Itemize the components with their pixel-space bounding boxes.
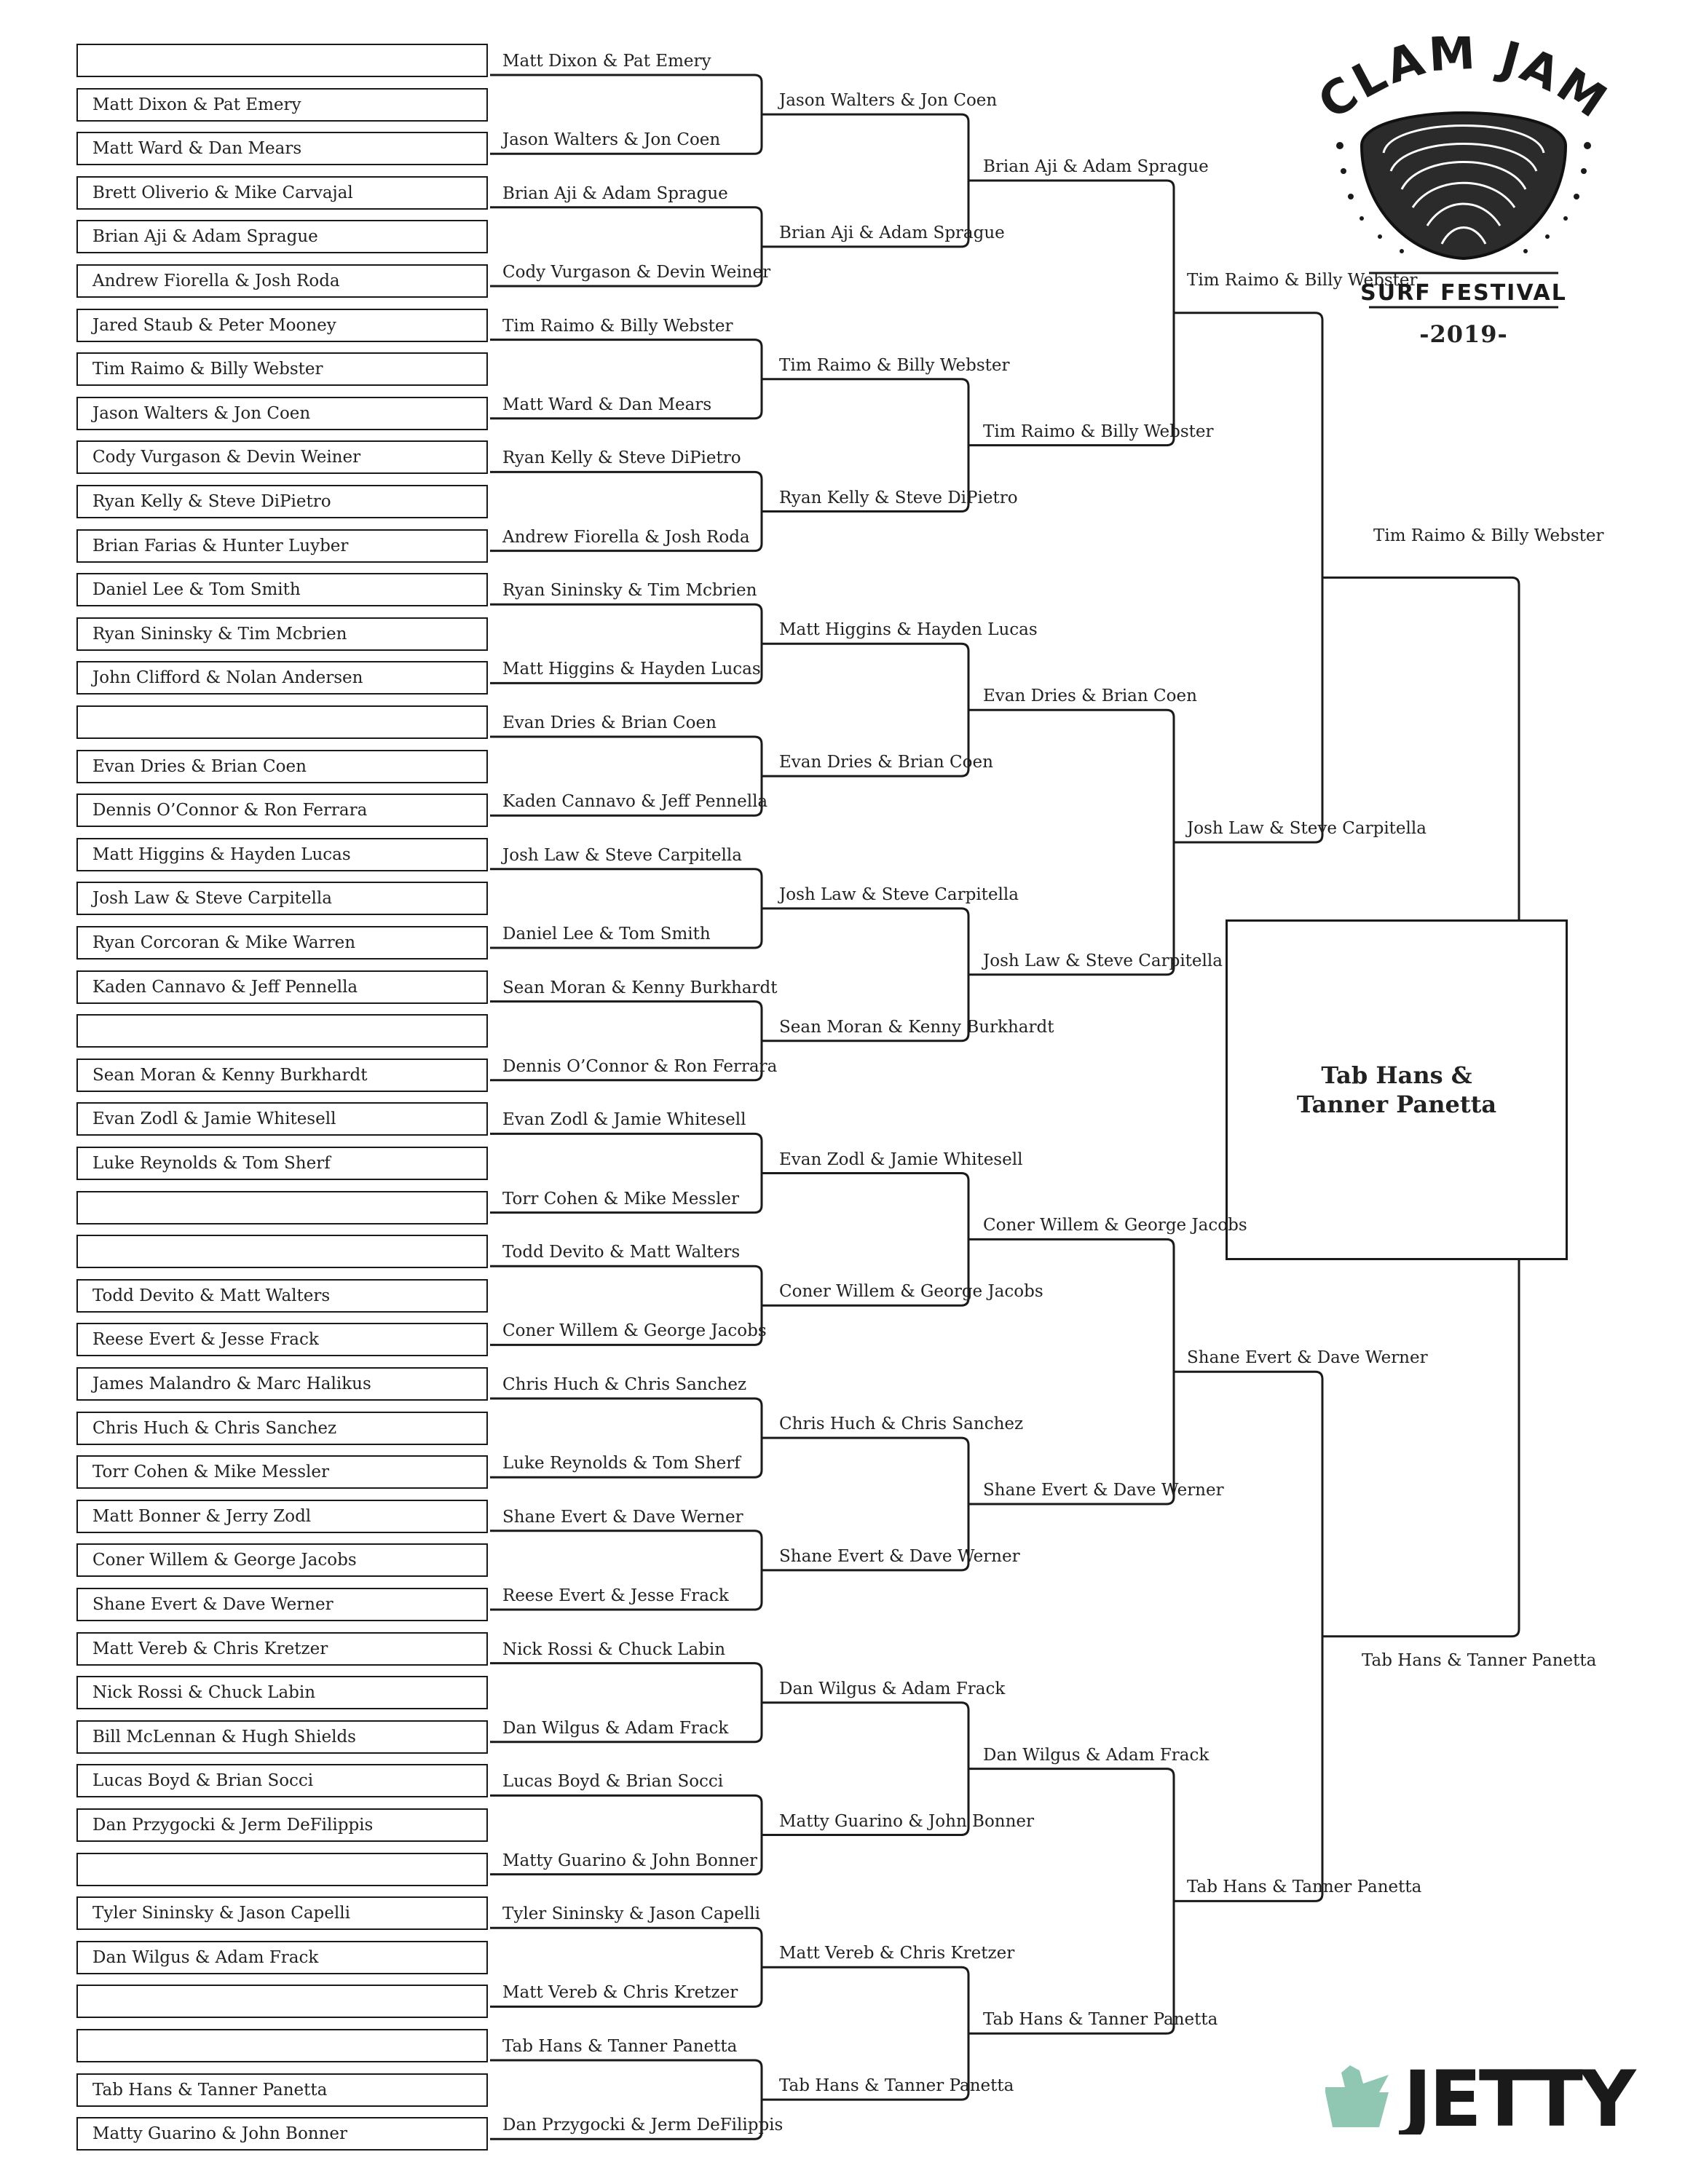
- round2-entry: Matt Higgins & Hayden Lucas: [502, 660, 761, 679]
- bracket-connector: [968, 1239, 1174, 1504]
- round2-entry: Nick Rossi & Chuck Labin: [502, 1639, 726, 1659]
- round2-entry: Torr Cohen & Mike Messler: [502, 1189, 739, 1208]
- round3-entry: Chris Huch & Chris Sanchez: [779, 1415, 1024, 1434]
- round2-entry: Tyler Sininsky & Jason Capelli: [502, 1904, 760, 1924]
- round2-entry: Josh Law & Steve Carpitella: [502, 845, 742, 865]
- round2-entry: Brian Aji & Adam Sprague: [502, 183, 728, 203]
- round3-entry: Matt Vereb & Chris Kretzer: [779, 1944, 1015, 1963]
- seed-slot: Tab Hans & Tanner Panetta: [76, 2073, 488, 2107]
- round3-entry: Josh Law & Steve Carpitella: [779, 885, 1019, 904]
- round3-entry: Evan Dries & Brian Coen: [779, 753, 993, 772]
- seed-slot: Brett Oliverio & Mike Carvajal: [76, 176, 488, 210]
- round2-entry: Ryan Kelly & Steve DiPietro: [502, 448, 741, 468]
- round3-entry: Evan Zodl & Jamie Whitesell: [779, 1150, 1023, 1169]
- seed-slot: Evan Dries & Brian Coen: [76, 750, 488, 783]
- seed-slot: Dan Przygocki & Jerm DeFilippis: [76, 1808, 488, 1842]
- seed-slot: [76, 2029, 488, 2062]
- seed-slot: Daniel Lee & Tom Smith: [76, 573, 488, 606]
- seed-slot: Kaden Cannavo & Jeff Pennella: [76, 970, 488, 1004]
- seed-slot: Brian Farias & Hunter Luyber: [76, 529, 488, 563]
- seed-slot: Josh Law & Steve Carpitella: [76, 882, 488, 915]
- round2-entry: Matt Dixon & Pat Emery: [502, 52, 711, 71]
- round2-entry: Evan Zodl & Jamie Whitesell: [502, 1110, 746, 1130]
- seed-slot: Shane Evert & Dave Werner: [76, 1588, 488, 1621]
- seed-slot: Ryan Sininsky & Tim Mcbrien: [76, 617, 488, 651]
- round3-entry: Jason Walters & Jon Coen: [779, 91, 998, 111]
- seed-slot: Tyler Sininsky & Jason Capelli: [76, 1896, 488, 1930]
- round4-entry: Shane Evert & Dave Werner: [983, 1481, 1224, 1500]
- seed-slot: Matt Vereb & Chris Kretzer: [76, 1632, 488, 1666]
- round2-entry: Reese Evert & Jesse Frack: [502, 1586, 729, 1605]
- round2-entry: Jason Walters & Jon Coen: [502, 130, 721, 150]
- round3-entry: Dan Wilgus & Adam Frack: [779, 1679, 1006, 1698]
- seed-slot: [76, 1014, 488, 1048]
- round2-entry: Tab Hans & Tanner Panetta: [502, 2037, 738, 2056]
- seed-slot: Brian Aji & Adam Sprague: [76, 220, 488, 253]
- bracket-connector: [1322, 1260, 1519, 1637]
- round2-entry: Kaden Cannavo & Jeff Pennella: [502, 792, 768, 812]
- round2-entry: Chris Huch & Chris Sanchez: [502, 1375, 747, 1394]
- seed-slot: Matt Bonner & Jerry Zodl: [76, 1500, 488, 1533]
- seed-slot: Jason Walters & Jon Coen: [76, 397, 488, 430]
- round3-entry: Shane Evert & Dave Werner: [779, 1546, 1020, 1566]
- round2-entry: Lucas Boyd & Brian Socci: [502, 1772, 724, 1792]
- seed-slot: John Clifford & Nolan Andersen: [76, 661, 488, 695]
- bracket-connector: [968, 181, 1174, 446]
- seed-slot: Tim Raimo & Billy Webster: [76, 352, 488, 386]
- bracket-connector: [1174, 313, 1322, 842]
- seed-slot: Matt Ward & Dan Mears: [76, 132, 488, 165]
- jetty-wordmark: JETTY: [1403, 2054, 1633, 2134]
- round2-entry: Ryan Sininsky & Tim Mcbrien: [502, 581, 757, 601]
- round2-entry: Dan Wilgus & Adam Frack: [502, 1718, 729, 1738]
- round2-entry: Dennis O’Connor & Ron Ferrara: [502, 1056, 778, 1076]
- round3-entry: Matty Guarino & John Bonner: [779, 1811, 1035, 1831]
- final-entry: Tab Hans & Tanner Panetta: [1362, 1650, 1597, 1670]
- round3-entry: Coner Willem & George Jacobs: [779, 1282, 1043, 1302]
- round3-entry: Sean Moran & Kenny Burkhardt: [779, 1017, 1054, 1037]
- seed-slot: Cody Vurgason & Devin Weiner: [76, 440, 488, 474]
- round2-entry: Todd Devito & Matt Walters: [502, 1243, 741, 1262]
- round2-entry: Matty Guarino & John Bonner: [502, 1851, 758, 1870]
- clam-shell-icon: [1311, 36, 1617, 313]
- round4-entry: Brian Aji & Adam Sprague: [983, 157, 1209, 176]
- seed-slot: Bill McLennan & Hugh Shields: [76, 1720, 488, 1754]
- bracket-connector: [968, 1769, 1174, 2034]
- seed-slot: [76, 44, 488, 77]
- round2-entry: Tim Raimo & Billy Webster: [502, 316, 733, 336]
- round2-entry: Luke Reynolds & Tom Sherf: [502, 1454, 741, 1473]
- round5-entry: Shane Evert & Dave Werner: [1187, 1348, 1428, 1368]
- seed-slot: Todd Devito & Matt Walters: [76, 1279, 488, 1313]
- bracket-connector: [1174, 1372, 1322, 1901]
- round2-entry: Coner Willem & George Jacobs: [502, 1321, 767, 1341]
- round4-entry: Dan Wilgus & Adam Frack: [983, 1745, 1210, 1765]
- champion-box: Tab Hans & Tanner Panetta: [1226, 919, 1568, 1260]
- round2-entry: Evan Dries & Brian Coen: [502, 713, 717, 732]
- seed-slot: Evan Zodl & Jamie Whitesell: [76, 1102, 488, 1136]
- seed-slot: [76, 1985, 488, 2018]
- seed-slot: [76, 1191, 488, 1224]
- round2-entry: Andrew Fiorella & Josh Roda: [502, 527, 750, 547]
- jetty-logo: [1319, 2054, 1640, 2134]
- seed-slot: James Malandro & Marc Halikus: [76, 1367, 488, 1401]
- round4-entry: Tab Hans & Tanner Panetta: [983, 2010, 1218, 2030]
- round2-entry: Shane Evert & Dave Werner: [502, 1507, 743, 1527]
- clam-jam-logo: [1311, 36, 1617, 364]
- round2-entry: Cody Vurgason & Devin Weiner: [502, 263, 771, 282]
- logo-subtitle: SURF FESTIVAL: [1360, 280, 1567, 306]
- round4-entry: Evan Dries & Brian Coen: [983, 687, 1197, 706]
- round2-entry: Matt Vereb & Chris Kretzer: [502, 1983, 738, 2003]
- jetty-bird-icon: [1319, 2054, 1640, 2134]
- seed-slot: Matty Guarino & John Bonner: [76, 2117, 488, 2151]
- seed-slot: Sean Moran & Kenny Burkhardt: [76, 1059, 488, 1092]
- round5-entry: Tim Raimo & Billy Webster: [1187, 270, 1418, 290]
- bracket-connector: [1322, 577, 1519, 919]
- round3-entry: Ryan Kelly & Steve DiPietro: [779, 488, 1018, 507]
- seed-slot: Ryan Corcoran & Mike Warren: [76, 926, 488, 960]
- final-entry: Tim Raimo & Billy Webster: [1373, 526, 1604, 546]
- seed-slot: Matt Higgins & Hayden Lucas: [76, 838, 488, 871]
- round5-entry: Tab Hans & Tanner Panetta: [1187, 1878, 1422, 1897]
- round4-entry: Coner Willem & George Jacobs: [983, 1216, 1247, 1235]
- round5-entry: Josh Law & Steve Carpitella: [1187, 819, 1426, 838]
- round2-entry: Daniel Lee & Tom Smith: [502, 925, 711, 943]
- seed-slot: Matt Dixon & Pat Emery: [76, 88, 488, 122]
- seed-slot: [76, 1853, 488, 1886]
- seed-slot: Lucas Boyd & Brian Socci: [76, 1764, 488, 1797]
- logo-year: -2019-: [1419, 320, 1508, 348]
- seed-slot: Dennis O’Connor & Ron Ferrara: [76, 794, 488, 827]
- seed-slot: Coner Willem & George Jacobs: [76, 1543, 488, 1577]
- round2-entry: Sean Moran & Kenny Burkhardt: [502, 978, 778, 997]
- round3-entry: Tim Raimo & Billy Webster: [779, 355, 1010, 375]
- seed-slot: Ryan Kelly & Steve DiPietro: [76, 485, 488, 518]
- seed-slot: [76, 1235, 488, 1268]
- seed-slot: Nick Rossi & Chuck Labin: [76, 1676, 488, 1709]
- seed-slot: Torr Cohen & Mike Messler: [76, 1455, 488, 1489]
- seed-slot: Dan Wilgus & Adam Frack: [76, 1941, 488, 1974]
- round2-entry: Matt Ward & Dan Mears: [502, 395, 712, 414]
- round3-entry: Brian Aji & Adam Sprague: [779, 223, 1005, 242]
- round4-entry: Tim Raimo & Billy Webster: [983, 422, 1214, 441]
- round4-entry: Josh Law & Steve Carpitella: [983, 951, 1223, 970]
- seed-slot: Luke Reynolds & Tom Sherf: [76, 1147, 488, 1180]
- round3-entry: Tab Hans & Tanner Panetta: [779, 2076, 1014, 2096]
- seed-slot: Reese Evert & Jesse Frack: [76, 1323, 488, 1356]
- seed-slot: [76, 705, 488, 739]
- bracket-connector: [968, 710, 1174, 975]
- seed-slot: Andrew Fiorella & Josh Roda: [76, 264, 488, 298]
- round2-entry: Dan Przygocki & Jerm DeFilippis: [502, 2116, 784, 2135]
- round3-entry: Matt Higgins & Hayden Lucas: [779, 620, 1038, 640]
- logo-title: CLAM JAM: [1311, 36, 1617, 131]
- seed-slot: Jared Staub & Peter Mooney: [76, 309, 488, 342]
- seed-slot: Chris Huch & Chris Sanchez: [76, 1412, 488, 1445]
